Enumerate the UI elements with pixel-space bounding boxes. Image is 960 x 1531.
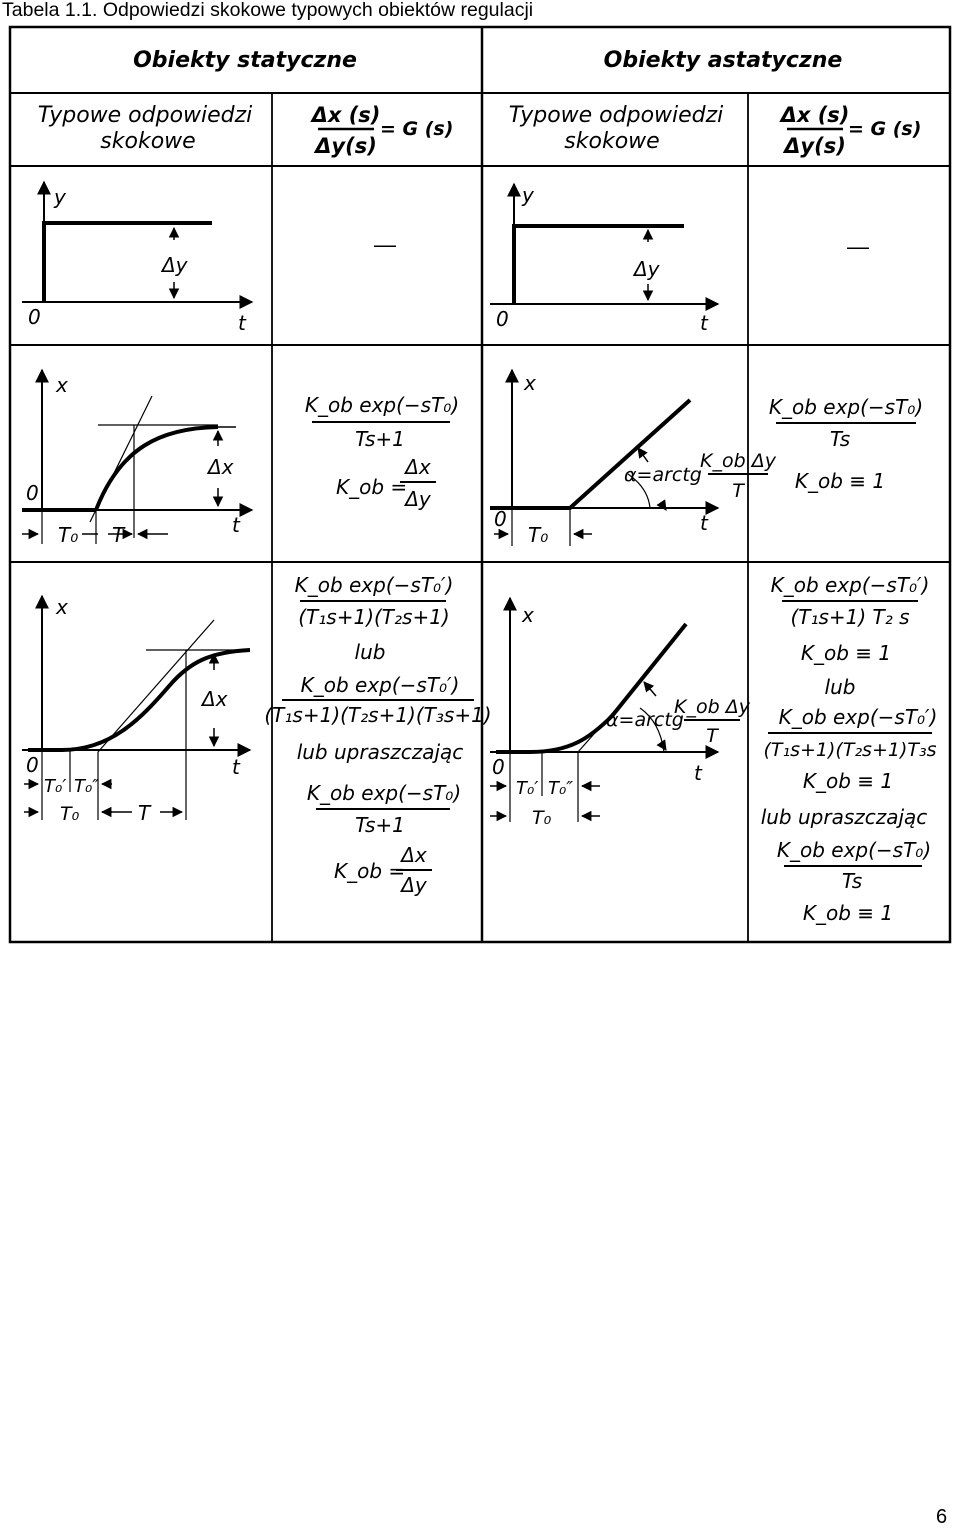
lub-2: lub: [824, 675, 856, 699]
axis-label-zero: 0: [494, 507, 507, 531]
header-step-response-static-2: skokowe: [100, 129, 196, 154]
label-T0: T₀: [528, 523, 549, 547]
ratio-rhs: = G (s): [380, 118, 454, 140]
label-T: T: [112, 523, 125, 547]
ratio-denominator: Δy(s): [784, 134, 846, 158]
axis-label-y: y: [522, 183, 534, 207]
header-step-response-static-1: Typowe odpowiedzi: [37, 103, 253, 128]
gain-numerator: Δx: [401, 843, 427, 867]
formula2-numerator: K_ob exp(−sT₀′): [778, 705, 938, 729]
header-ratio-astatic: [779, 103, 922, 158]
axis-label-t: t: [232, 513, 240, 537]
label-T0: T₀: [60, 803, 80, 825]
formula-static-first-order: [305, 393, 459, 511]
formula-static-higher-order: [264, 573, 491, 897]
formula1-numerator: K_ob exp(−sT₀′): [294, 573, 454, 597]
lub-1: lub: [354, 640, 386, 664]
formula2-denominator: (T₁s+1)(T₂s+1)T₃s: [763, 739, 937, 761]
gain-lhs: K_ob =: [336, 475, 408, 499]
axis-label-zero: 0: [492, 755, 505, 779]
lub-simplified: lub upraszczając: [296, 740, 464, 764]
axis-label-x: x: [56, 373, 68, 397]
formula-astatic-first-order: [769, 395, 923, 493]
lub-simplified: lub upraszczając: [760, 805, 928, 829]
gain-identity: K_ob ≡ 1: [794, 469, 886, 493]
ratio-numerator: Δx (s): [311, 103, 381, 127]
header-ratio-static: [310, 103, 454, 158]
alpha-equation: α=arctg: [606, 709, 684, 731]
formula3-numerator: K_ob exp(−sT₀): [776, 838, 932, 862]
ratio-numerator: Δx (s): [780, 103, 850, 127]
axis-label-t: t: [238, 311, 246, 335]
axis-label-t: t: [232, 755, 240, 779]
astatic-step-transfer: —: [847, 234, 869, 259]
ratio-denominator: Δy(s): [315, 134, 377, 158]
axis-label-x: x: [522, 603, 534, 627]
gain-identity-2: K_ob ≡ 1: [802, 769, 894, 793]
label-T0-prime: T₀′: [516, 778, 539, 799]
formula2-denominator: (T₁s+1)(T₂s+1)(T₃s+1): [264, 703, 492, 727]
gain-identity-1: K_ob ≡ 1: [800, 641, 892, 665]
formula-denominator: Ts: [829, 427, 851, 451]
static-step-transfer: —: [374, 232, 396, 257]
gain-denominator: Δy: [405, 487, 431, 511]
label-delta-y: Δy: [634, 257, 660, 281]
axis-label-zero: 0: [496, 307, 509, 331]
plot-astatic-first-order: [490, 370, 718, 546]
alpha-numerator: K_ob Δy: [674, 696, 750, 718]
header-astatic-objects: Obiekty astatyczne: [603, 48, 843, 73]
gain-numerator: Δx: [405, 455, 431, 479]
formula1-numerator: K_ob exp(−sT₀′): [770, 573, 930, 597]
label-delta-y: Δy: [162, 253, 188, 277]
label-T0: T₀: [58, 523, 79, 547]
label-T0-prime: T₀′: [44, 776, 67, 797]
formula3-denominator: Ts: [841, 869, 863, 893]
gain-identity-3: K_ob ≡ 1: [802, 901, 894, 925]
ratio-rhs: = G (s): [848, 118, 922, 140]
axis-label-zero: 0: [26, 753, 39, 777]
label-T0-double-prime: T₀″: [74, 776, 99, 797]
axis-label-t: t: [700, 311, 708, 335]
alpha-numerator: K_ob Δy: [700, 450, 776, 472]
label-T0: T₀: [532, 807, 552, 829]
formula-denominator: Ts+1: [355, 427, 405, 451]
formula-numerator: K_ob exp(−sT₀): [768, 395, 924, 419]
label-delta-x: Δx: [202, 687, 228, 711]
axis-label-zero: 0: [28, 305, 41, 329]
formula3-numerator: K_ob exp(−sT₀): [306, 781, 462, 805]
gain-denominator: Δy: [401, 873, 427, 897]
axis-label-x: x: [524, 371, 536, 395]
formula2-numerator: K_ob exp(−sT₀′): [300, 673, 460, 697]
page-number: 6: [936, 1506, 948, 1528]
header-step-response-astatic-1: Typowe odpowiedzi: [508, 103, 724, 128]
axis-label-x: x: [56, 595, 68, 619]
formula3-denominator: Ts+1: [355, 813, 405, 837]
label-T: T: [138, 801, 151, 825]
label-delta-x: Δx: [208, 455, 234, 479]
axis-label-y: y: [54, 185, 66, 209]
axis-label-zero: 0: [26, 481, 39, 505]
gain-lhs: K_ob =: [334, 859, 406, 883]
formula-numerator: K_ob exp(−sT₀): [304, 393, 460, 417]
label-T0-double-prime: T₀″: [548, 778, 573, 799]
header-step-response-astatic-2: skokowe: [564, 129, 660, 154]
formula1-denominator: (T₁s+1)(T₂s+1): [298, 605, 450, 629]
alpha-denominator: T: [706, 725, 718, 747]
table-caption: Tabela 1.1. Odpowiedzi skokowe typowych obiektów regulacji: [2, 0, 534, 21]
axis-label-t: t: [694, 761, 702, 785]
alpha-denominator: T: [732, 480, 744, 502]
axis-label-t: t: [700, 511, 708, 535]
formula1-denominator: (T₁s+1) T₂ s: [790, 605, 910, 629]
header-static-objects: Obiekty statyczne: [133, 48, 357, 73]
alpha-equation: α=arctg: [624, 464, 702, 486]
formula-astatic-higher-order: [761, 573, 938, 925]
